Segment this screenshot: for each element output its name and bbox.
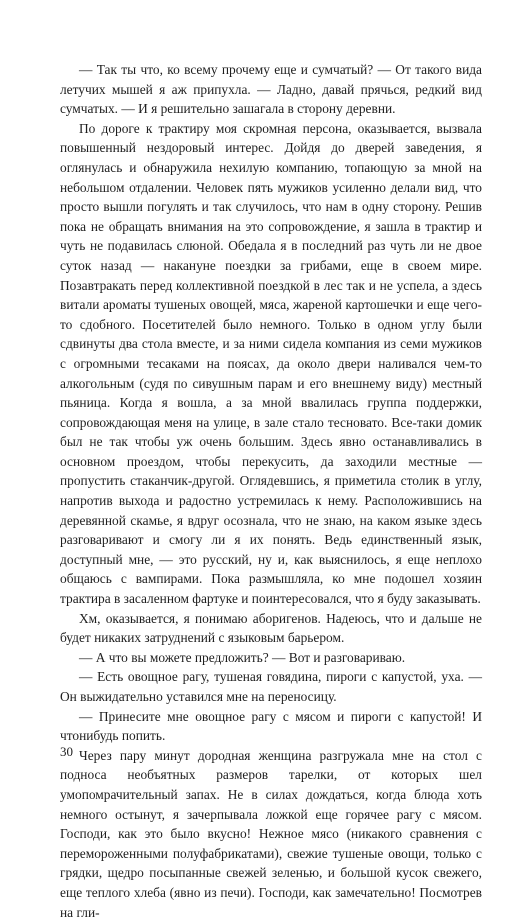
paragraph-5: — Есть овощное рагу, тушеная говядина, пироги с капустой, уха. — Он выжидательно уставился мне на переносицу. [60,669,482,704]
paragraph-4: — А что вы можете предложить? — Вот и разговариваю. [79,649,406,665]
paragraph-7: Через пару минут дородная женщина разгружала мне на стол с подноса необъятных размеров тарелки, от которых шел умопомрачительный запах. Не в силах дождаться, когда блюда хоть немного остынут, я зачерпывала ложкой еще горячее рагу с мясом. Господи, как это было вкусно! Нежное мясо (никакого сравнения с перемороженными полуфабрикатами), свежие тушеные овощи, только с грядки, щедро посыпанные свежей зеленью, и большой кусок свежего, еще теплого хлеба (явно из печи). Господи, как замечательно! Посмотрев на гли- [60,747,482,920]
paragraph-3: Хм, оказывается, я понимаю аборигенов. Надеюсь, что и дальше не будет никаких затруднений с языковым барьером. [60,610,482,646]
book-page-text [60,60,482,922]
paragraph-1: — Так ты что, ко всему прочему еще и сумчатый? — От такого вида летучих мышей я аж припухла. — Ладно, давай прячься, редкий вид сумчатых. — И я решительно зашагала в сторону деревни. [60,62,482,117]
paragraph-2: По дороге к трактиру моя скромная персона, оказывается, вызвала повышенный нездоровый интерес. Дойдя до дверей заведения, я оглянулась и обнаружила нехилую компанию, топающую за мной на небольшом отдалении. Человек пять мужиков усиленно делали вид, что просто вышли погулять и так случилось, что нам в одну сторону. Решив пока не обращать внимания на это сопровождение, я зашла в трактир и чуть не подавилась слюной. Обедала я в последний раз чуть ли не двое суток назад — накануне поездки за грибами, еще в своем мире. Позавтракать перед коллективной поездкой в лес так и не успела, а здесь витали ароматы тушеных овощей, мяса, жареной картошечки и еще чего-то сдобного. Посетителей было немного. Только в одном углу были сдвинуты два стола вместе, и за ними сидела компания из семи мужиков с огромными тесаками на поясах, да около двери наливался чем-то алкогольным (судя по сивушным парам и его внешнему виду) местный пьяница. Когда я вошла, а за мной ввалилась группа поддержки, сопровождающая меня на улице, в зале стало тесновато. Все-таки домик был не так чтобы уж очень большим. Здесь явно останавливались в основном проездом, чтобы перекусить, да заходили местные — пропустить стаканчик-другой. Оглядевшись, я приметила столик в углу, напротив выхода и радостно устремилась к нему. Расположившись на деревянной скамье, я вдруг осознала, что не знаю, на каком языке здесь разговаривают и смогу ли я их понять. Ведь единственный язык, доступный мне, — это русский, ну и, как выяснилось, я еще неплохо общаюсь с вампирами. Пока размышляла, ко мне подошел хозяин трактира в засаленном фартуке и поинтересовался, что я буду заказывать. [60,120,482,607]
page-number: 30 [60,744,73,759]
paragraph-6: — Принесите мне овощное рагу с мясом и пироги с капустой! И чтонибудь попить. [60,708,482,744]
